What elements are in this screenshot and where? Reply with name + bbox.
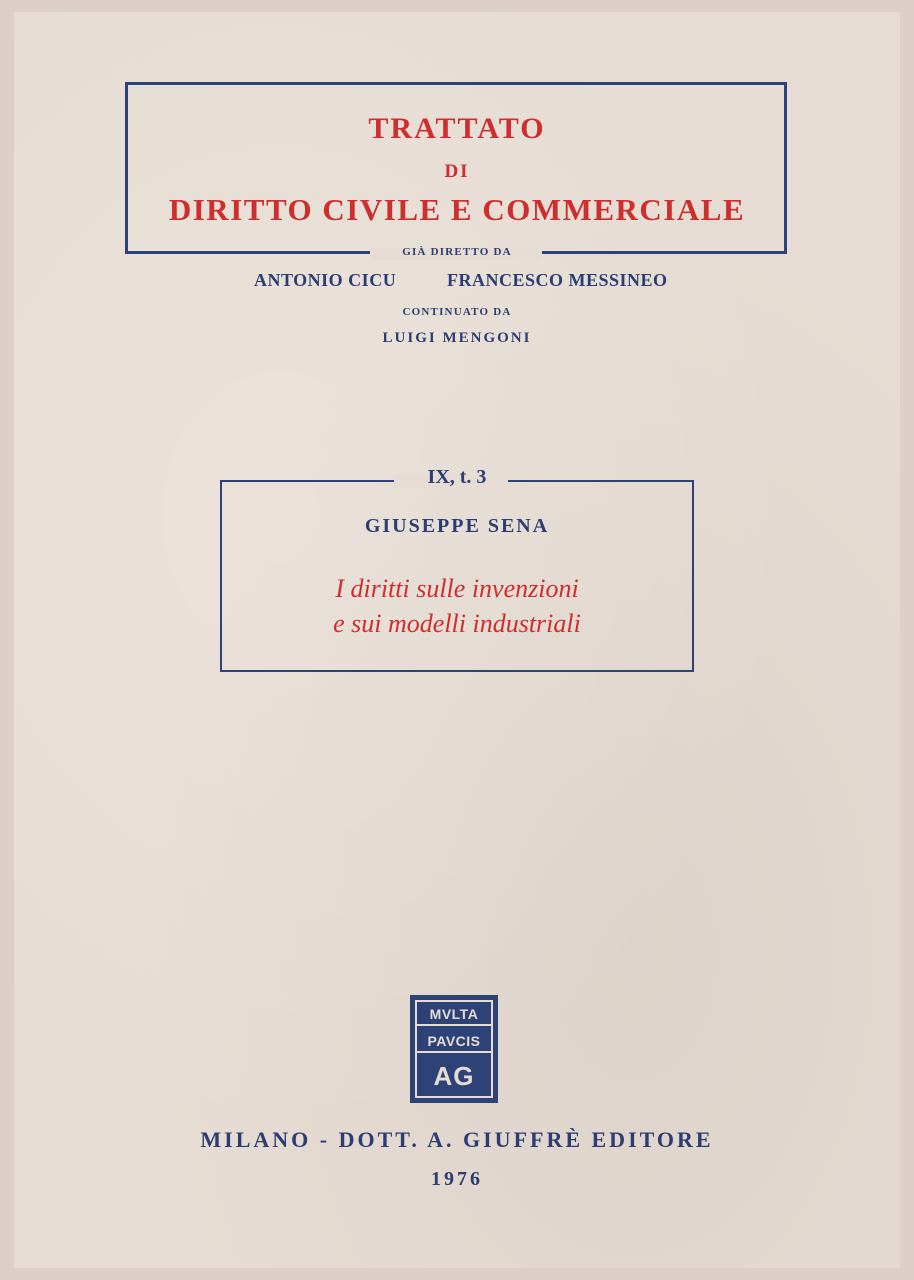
volume-title-line1: I diritti sulle invenzioni (335, 574, 579, 603)
publication-year: 1976 (431, 1168, 483, 1190)
logo-word-1: MVLTA (417, 1006, 491, 1026)
continued-by-label: CONTINUATO DA (402, 306, 512, 318)
volume-number: IX, t. 3 (427, 466, 487, 488)
director-name-2: FRANCESCO MESSINEO (447, 270, 668, 290)
logo-word-2: PAVCIS (417, 1033, 491, 1053)
publisher-imprint: MILANO - DOTT. A. GIUFFRÈ EDITORE (200, 1127, 714, 1152)
publisher-logo (410, 995, 498, 1103)
logo-initials: AG (433, 1061, 475, 1092)
series-title-line2: DI (444, 161, 470, 182)
volume-author: GIUSEPPE SENA (364, 515, 550, 537)
volume-title-line2: e sui modelli industriali (333, 609, 581, 638)
continuer-name: LUIGI MENGONI (382, 330, 532, 346)
directed-by-label: GIÀ DIRETTO DA (402, 246, 512, 258)
series-title-line3: DIRITTO CIVILE E COMMERCIALE (168, 192, 746, 227)
series-title-line1: TRATTATO (368, 112, 546, 145)
director-name-1: ANTONIO CICU (254, 270, 397, 290)
